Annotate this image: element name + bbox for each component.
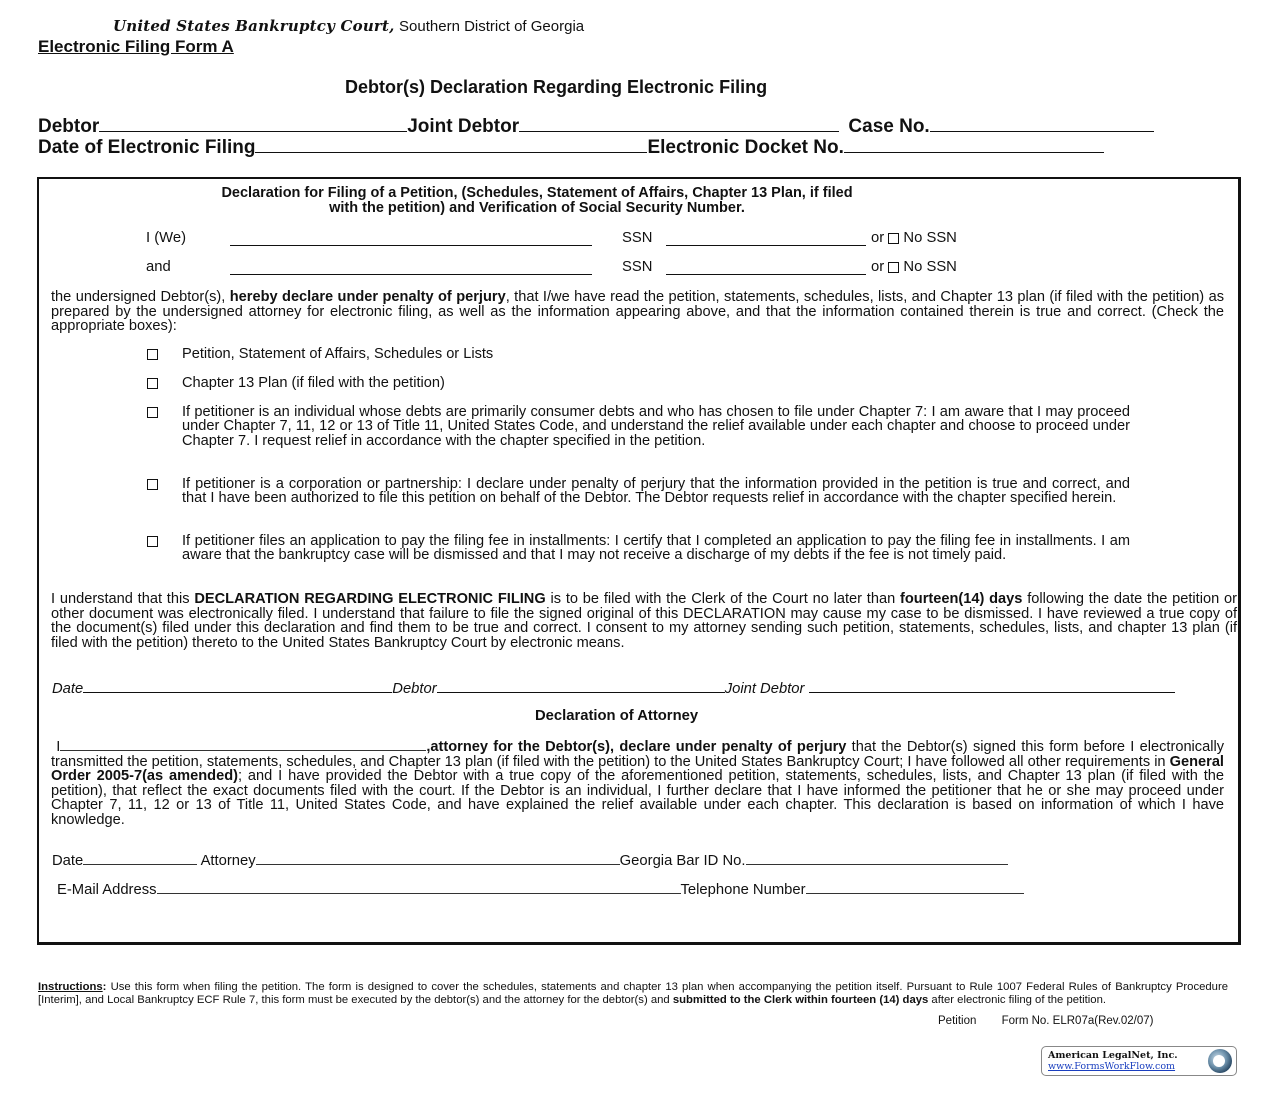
checkbox-label-corporation: If petitioner is a corporation or partnership: I declare under penalty of perjury that the information provided in the petition is true and correct, and that I have been authorized to file this petition on behalf of the Debtor. The Debtor requests relief in accordance with the chapter specified herein. — [182, 476, 1130, 507]
no-ssn-option-1 — [871, 231, 957, 246]
no-ssn-checkbox-2[interactable] — [888, 262, 899, 273]
no-ssn-label: No SSN — [903, 259, 957, 275]
attorney-text-2: ; and I have provided the Debtor with a true copy of the aforementioned petition, statements, schedules, lists, and Chapter 13 plan (if filed with the petition), that reflect the exact documents filed with the court. If the Debtor is an individual, I further declare that I have informed the petitioner that he or she may proceed under Chapter 7, 11, 12 or 13 of Title 11, United States Code, and have explained the relief available under each chapter. This declaration is based on information of which I have knowledge. — [51, 768, 1224, 828]
or-label: or — [871, 230, 885, 246]
sig-debtor-field[interactable] — [437, 678, 725, 693]
attorney-date-label: Date — [52, 853, 84, 869]
attorney-declaration-text — [51, 738, 1224, 828]
phone-label: Telephone Number — [680, 882, 806, 898]
court-name: United States Bankruptcy Court, — [113, 17, 395, 35]
petition-title-line-2: with the petition) and Verification of Social Security Number. — [329, 200, 745, 216]
checkbox-corporation[interactable] — [147, 479, 158, 490]
attorney-signature-field[interactable] — [256, 852, 620, 865]
attorney-bold-2: General Order 2005-7(as amended) — [51, 753, 1224, 785]
checkbox-label-chapter13-plan: Chapter 13 Plan (if filed with the petition) — [182, 375, 445, 391]
attorney-i-label: I — [56, 739, 61, 755]
bar-id-label: Georgia Bar ID No. — [619, 853, 746, 869]
understand-bold-1: DECLARATION REGARDING ELECTRONIC FILING — [194, 591, 546, 607]
checkbox-individual-chapter7[interactable] — [147, 407, 158, 418]
district-name: Southern District of Georgia — [399, 18, 585, 35]
instructions-label: Instructions — [38, 981, 103, 993]
instructions-colon: : — [102, 981, 107, 993]
top-fields-row-2 — [38, 136, 1104, 159]
case-no-field[interactable] — [930, 115, 1154, 132]
no-ssn-label: No SSN — [903, 230, 957, 246]
top-fields-row-1 — [38, 115, 1154, 138]
checkbox-label-petition: Petition, Statement of Affairs, Schedules or Lists — [182, 346, 494, 362]
attorney-label: Attorney — [200, 853, 256, 869]
attorney-text-1: that the Debtor(s) signed this form before I electronically transmitted the petition, statements, schedules, and Chapter 13 plan (if filed with the petition) to the United States Bankruptcy Court; I have followed all other requirements in — [51, 739, 1224, 770]
attorney-date-field[interactable] — [83, 852, 197, 865]
understand-text — [51, 592, 1237, 650]
instructions-text-1: Use this form when filing the petition. The form is designed to cover the schedules, statements and chapter 13 plan when accompanying the petition itself. Pursuant to Rule 1007 Federal Rules of Bankruptcy Procedure [Interim], and Local Bankruptcy ECF Rule 7, this form must be executed by the debtor(s) and the attorney for the debtor(s) and — [38, 981, 1228, 1006]
ssn-field-2[interactable] — [666, 258, 866, 275]
attorney-sig-row — [52, 852, 1008, 869]
docket-no-label: Electronic Docket No. — [647, 137, 844, 158]
joint-debtor-name-field[interactable] — [230, 258, 592, 275]
debtor-declaration-text — [51, 290, 1224, 334]
sig-joint-field[interactable] — [809, 678, 1175, 693]
attorney-name-field[interactable] — [60, 738, 426, 751]
understand-bold-2: fourteen(14) days — [900, 591, 1023, 607]
no-ssn-checkbox-1[interactable] — [888, 233, 899, 244]
understand-pre: I understand that this — [51, 591, 195, 607]
docket-no-field[interactable] — [844, 136, 1104, 153]
debtor-name-field[interactable] — [230, 229, 592, 246]
ssn-label-1: SSN — [622, 230, 653, 246]
page-title: Debtor(s) Declaration Regarding Electronic Filing — [345, 77, 768, 97]
attorney-section-title: Declaration of Attorney — [535, 708, 699, 724]
form-footer — [938, 1015, 1153, 1027]
and-label: and — [146, 259, 171, 275]
date-filing-label: Date of Electronic Filing — [38, 137, 256, 158]
no-ssn-option-2 — [871, 260, 957, 275]
declaration-post: , that I/we have read the petition, statements, schedules, lists, and Chapter 13 plan (if filed with the petition) as prepared by the undersigned attorney for electronic filing, as well as the information appearing above, and that the information contained therein is true and correct. (Check the appropriate boxes): — [51, 289, 1224, 335]
footer-category: Petition — [938, 1015, 977, 1027]
court-header — [113, 17, 584, 36]
logo-company-name: American LegalNet, Inc. — [1048, 1050, 1178, 1061]
email-field[interactable] — [157, 881, 681, 894]
case-no-label: Case No. — [848, 116, 930, 137]
or-label: or — [871, 259, 885, 275]
checkbox-installments[interactable] — [147, 536, 158, 547]
ssn-field-1[interactable] — [666, 229, 866, 246]
email-label: E-Mail Address — [57, 882, 157, 898]
declaration-pre: the undersigned Debtor(s), — [51, 289, 230, 305]
footer-form-number: Form No. ELR07a(Rev.02/07) — [1001, 1015, 1154, 1027]
instructions-text-2: after electronic filing of the petition. — [928, 994, 1107, 1006]
debtor-label: Debtor — [38, 116, 100, 137]
date-filing-field[interactable] — [255, 136, 647, 153]
sig-date-field[interactable] — [83, 678, 392, 693]
attorney-contact-row — [57, 881, 1024, 898]
checkbox-chapter13-plan[interactable] — [147, 378, 158, 389]
i-we-label: I (We) — [146, 230, 187, 246]
form-name: Electronic Filing Form A — [38, 37, 234, 56]
logo-url-link[interactable]: www.FormsWorkFlow.com — [1048, 1061, 1176, 1072]
debtor-signature-row — [52, 678, 1175, 697]
sig-joint-label: Joint Debtor — [724, 681, 805, 697]
american-legalnet-logo[interactable] — [1041, 1046, 1237, 1076]
declaration-bold: hereby declare under penalty of perjury — [229, 289, 506, 305]
phone-field[interactable] — [806, 881, 1024, 894]
instructions-bold: submitted to the Clerk within fourteen (14) days — [672, 994, 929, 1006]
understand-mid: is to be filed with the Clerk of the Court no later than — [545, 591, 901, 607]
ssn-label-2: SSN — [622, 259, 653, 275]
petition-title-line-1: Declaration for Filing of a Petition, (Schedules, Statement of Affairs, Chapter 13 Plan, if filed — [221, 185, 853, 201]
attorney-bold-1: ,attorney for the Debtor(s), declare under penalty of perjury — [426, 739, 847, 755]
sig-date-label: Date — [52, 681, 84, 697]
joint-debtor-label: Joint Debtor — [407, 116, 520, 137]
checkbox-petition[interactable] — [147, 349, 158, 360]
sig-debtor-label: Debtor — [392, 681, 437, 697]
understand-post: following the date the petition or other document was electronically filed. I understand that failure to file the signed original of this DECLARATION may cause my case to be dismissed. I have reviewed a true copy of the document(s) filed under this declaration and find them to be true and correct. I consent to my attorney sending such petition, statements, schedules, lists, and chapter 13 plan (if filed with the petition) thereto to the United States Bankruptcy Court by electronic means. — [51, 591, 1237, 651]
joint-debtor-field[interactable] — [519, 115, 839, 132]
checkbox-label-individual-chapter7: If petitioner is an individual whose debts are primarily consumer debts and who has chosen to file under Chapter 7: I am aware that I may proceed under Chapter 7, 11, 12 or 13 of Title 11, United States Code, and understand the relief available under each chapter and choose to proceed under Chapter 7. I request relief in accordance with the chapter specified in the petition. — [182, 404, 1130, 449]
petition-section-title — [37, 186, 1037, 216]
globe-icon — [1208, 1049, 1232, 1073]
debtor-field[interactable] — [99, 115, 407, 132]
checkbox-label-installments: If petitioner files an application to pay the filing fee in installments: I certify that I completed an application to pay the filing fee in installments. I am aware that the bankruptcy case will be dismissed and that I may not receive a discharge of my debts if the fee is not timely paid. — [182, 533, 1130, 564]
instructions-text — [38, 981, 1228, 1007]
bar-id-field[interactable] — [746, 852, 1008, 865]
